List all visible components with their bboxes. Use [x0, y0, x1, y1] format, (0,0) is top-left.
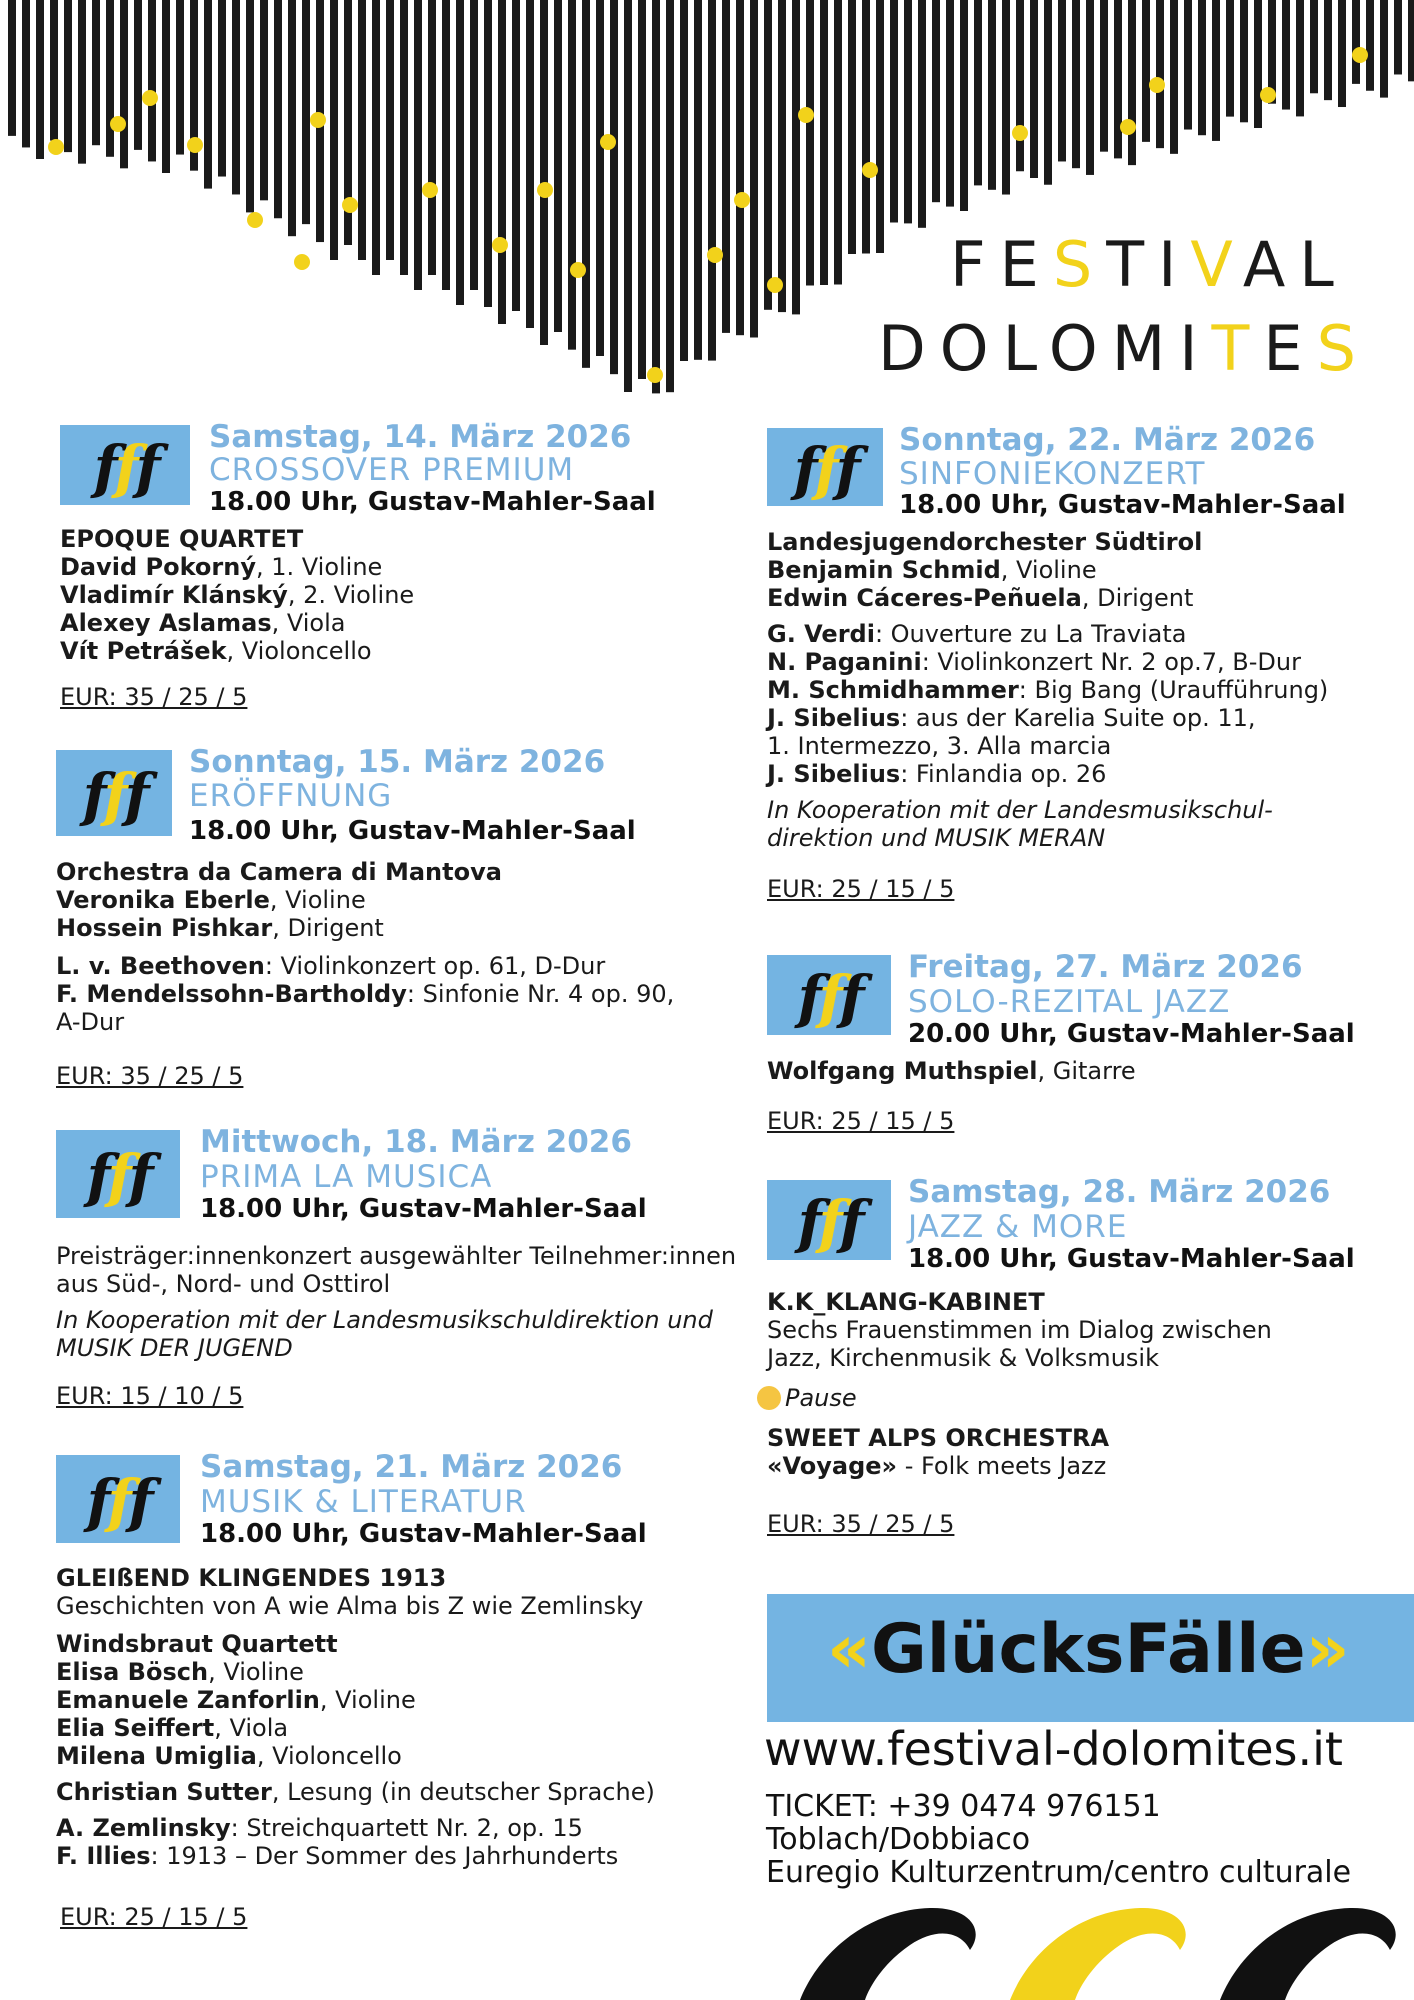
event-date: Sonntag, 15. März 2026	[189, 744, 606, 780]
performer-line: Vladimír Klánský, 2. Violine	[60, 581, 415, 609]
event-details	[56, 1242, 736, 1362]
deco-bar	[400, 0, 408, 275]
fff-logo-icon: fff	[767, 955, 891, 1035]
performer-line: David Pokorný, 1. Violine	[60, 553, 383, 581]
deco-bar	[554, 0, 562, 332]
deco-bar	[1240, 0, 1248, 122]
deco-bar	[1198, 0, 1206, 135]
fff-logo-icon: fff	[56, 750, 172, 836]
deco-bar	[176, 0, 184, 155]
ticket-price: EUR: 25 / 15 / 5	[767, 875, 955, 903]
brand-festival-text: FESTIVAL	[950, 228, 1348, 301]
deco-bar	[1002, 0, 1010, 195]
program-line: N. Paganini: Violinkonzert Nr. 2 op.7, B-Dur	[767, 648, 1301, 676]
deco-bar	[1296, 0, 1304, 116]
fff-logo-icon: fff	[767, 1180, 891, 1260]
deco-bar	[960, 0, 968, 211]
event-title: SINFONIEKONZERT	[899, 456, 1206, 492]
deco-dot	[862, 162, 878, 178]
deco-dot	[142, 90, 158, 106]
deco-bar	[1184, 0, 1192, 130]
event-card-7	[767, 1174, 1407, 1550]
ensemble-name: SWEET ALPS ORCHESTRA	[767, 1424, 1110, 1452]
deco-bar	[36, 0, 44, 159]
deco-bar	[1016, 0, 1024, 171]
deco-bar	[708, 0, 716, 361]
deco-bar	[64, 0, 72, 152]
description-line: Preisträger:innenkonzert ausgewählter Teilnehmer:innen	[56, 1242, 737, 1270]
deco-bar	[1324, 0, 1332, 100]
program-line: F. Mendelssohn-Bartholdy: Sinfonie Nr. 4 op. 90,	[56, 980, 675, 1008]
ticket-price: EUR: 25 / 15 / 5	[60, 1903, 248, 1931]
deco-bar	[918, 0, 926, 228]
deco-bar	[1254, 0, 1262, 128]
event-time: 18.00 Uhr, Gustav-Mahler-Saal	[200, 1194, 647, 1224]
event-card-3	[56, 1124, 737, 1420]
deco-bar	[8, 0, 16, 136]
website-link[interactable]: www.festival-dolomites.it	[764, 1722, 1343, 1776]
performer-line: Elia Seiffert, Viola	[56, 1714, 289, 1742]
event-details	[60, 525, 414, 665]
deco-dot	[647, 367, 663, 383]
deco-bar	[778, 0, 786, 312]
large-fff-logo-icon	[760, 1890, 1414, 2000]
deco-bar	[680, 0, 688, 361]
event-details	[56, 1564, 655, 1870]
deco-bar	[1338, 0, 1346, 107]
deco-bar	[834, 0, 842, 285]
deco-bar	[666, 0, 674, 392]
event-time: 20.00 Uhr, Gustav-Mahler-Saal	[908, 1019, 1355, 1049]
event-title: PRIMA LA MUSICA	[200, 1159, 493, 1195]
banner-title: «GlücksFälle»	[827, 1610, 1350, 1689]
deco-bar	[610, 0, 618, 374]
deco-dot	[1012, 125, 1028, 141]
deco-bar	[134, 0, 142, 150]
deco-bar	[148, 0, 156, 161]
deco-bar	[428, 0, 436, 275]
deco-bar	[246, 0, 254, 212]
event-title: CROSSOVER PREMIUM	[209, 452, 575, 488]
deco-bar	[526, 0, 534, 328]
fff-logo-icon: fff	[60, 425, 190, 505]
program-line: J. Sibelius: aus der Karelia Suite op. 11,	[767, 704, 1256, 732]
event-date: Samstag, 28. März 2026	[908, 1174, 1331, 1210]
deco-dot	[600, 134, 616, 150]
program-line: A-Dur	[56, 1008, 125, 1036]
event-title: MUSIK & LITERATUR	[200, 1484, 527, 1520]
brand-festival	[950, 228, 1348, 301]
deco-bar	[974, 0, 982, 185]
deco-bar	[498, 0, 506, 324]
event-time: 18.00 Uhr, Gustav-Mahler-Saal	[899, 490, 1346, 520]
performer-line: Vít Petrášek, Violoncello	[60, 637, 372, 665]
fff-logo-icon: fff	[56, 1130, 180, 1218]
pause-dot-icon	[757, 1386, 781, 1410]
deco-bar	[890, 0, 898, 223]
deco-bar	[414, 0, 422, 290]
event-card-6	[767, 949, 1407, 1135]
performer-line: Orchestra da Camera di Mantova	[56, 858, 502, 886]
program-line: L. v. Beethoven: Violinkonzert op. 61, D-Dur	[56, 952, 606, 980]
performer-line: Landesjugendorchester Südtirol	[767, 528, 1203, 556]
deco-bar	[1310, 0, 1318, 93]
event-details	[767, 1057, 1136, 1085]
deco-bar	[904, 0, 912, 223]
deco-bar	[1072, 0, 1080, 168]
ticket-price: EUR: 35 / 25 / 5	[60, 683, 248, 711]
deco-bar	[764, 0, 772, 310]
deco-dot	[247, 212, 263, 228]
deco-bar	[106, 0, 114, 157]
performer-line: Windsbraut Quartett	[56, 1630, 338, 1658]
deco-bar	[876, 0, 884, 253]
contact-info	[766, 1790, 1351, 1889]
deco-bar	[932, 0, 940, 202]
deco-bar	[1030, 0, 1038, 178]
deco-bar	[722, 0, 730, 333]
deco-dot	[492, 237, 508, 253]
deco-bar	[596, 0, 604, 356]
deco-bar	[540, 0, 548, 345]
deco-bar	[848, 0, 856, 254]
event-card-5	[767, 422, 1407, 908]
event-details	[56, 858, 674, 1036]
deco-bar	[484, 0, 492, 307]
deco-dot	[342, 197, 358, 213]
performer-line: Wolfgang Muthspiel, Gitarre	[767, 1057, 1136, 1085]
performer-line: Emanuele Zanforlin, Violine	[56, 1686, 416, 1714]
location-venue: Euregio Kulturzentrum/centro culturale	[766, 1855, 1352, 1890]
program-line: F. Illies: 1913 – Der Sommer des Jahrhunderts	[56, 1842, 619, 1870]
deco-bar	[1170, 0, 1178, 154]
description-line: Sechs Frauenstimmen im Dialog zwischen	[767, 1316, 1272, 1344]
cooperation-line: In Kooperation mit der Landesmusikschul-	[767, 796, 1273, 824]
performer-line: Benjamin Schmid, Violine	[767, 556, 1097, 584]
deco-bar	[694, 0, 702, 360]
event-card-4	[56, 1449, 716, 1935]
program-line: G. Verdi: Ouverture zu La Traviata	[767, 620, 1187, 648]
deco-bar	[1352, 0, 1360, 84]
event-title: ERÖFFNUNG	[189, 778, 393, 814]
work-line: «Voyage» - Folk meets Jazz	[767, 1452, 1107, 1480]
glucksfaelle-banner	[767, 1594, 1414, 1722]
deco-bar	[582, 0, 590, 368]
brand-dolomites-text: DOLOMITES	[878, 312, 1370, 385]
deco-bar	[568, 0, 576, 350]
deco-dot	[1260, 87, 1276, 103]
performer-line: Veronika Eberle, Violine	[56, 886, 366, 914]
deco-bar	[638, 0, 646, 379]
deco-bar	[1142, 0, 1150, 142]
deco-bar	[1128, 0, 1136, 165]
deco-dot	[310, 112, 326, 128]
deco-bar	[372, 0, 380, 275]
deco-dot	[48, 139, 64, 155]
event-details	[767, 1288, 1272, 1480]
event-title: SOLO-REZITAL JAZZ	[908, 984, 1231, 1020]
deco-bar	[1408, 0, 1414, 81]
event-details	[767, 528, 1328, 852]
ticket-phone: TICKET: +39 0474 976151	[766, 1789, 1161, 1824]
performer-line: Edwin Cáceres-Peñuela, Dirigent	[767, 584, 1194, 612]
ticket-price: EUR: 15 / 10 / 5	[56, 1382, 244, 1410]
deco-bar	[862, 0, 870, 254]
deco-dot	[798, 107, 814, 123]
deco-dot	[1352, 47, 1368, 63]
deco-bar	[204, 0, 212, 189]
deco-bar	[92, 0, 100, 145]
deco-bar	[792, 0, 800, 314]
deco-dot	[734, 192, 750, 208]
deco-dot	[707, 247, 723, 263]
deco-dot	[1149, 77, 1165, 93]
deco-bar	[358, 0, 366, 260]
deco-bar	[330, 0, 338, 260]
deco-dot	[187, 137, 203, 153]
deco-bar	[162, 0, 170, 173]
ensemble-name: K.K_KLANG-KABINET	[767, 1288, 1045, 1316]
deco-bar	[218, 0, 226, 177]
deco-bar	[1226, 0, 1234, 117]
event-time: 18.00 Uhr, Gustav-Mahler-Saal	[200, 1519, 647, 1549]
deco-bar	[1156, 0, 1164, 148]
event-date: Freitag, 27. März 2026	[908, 949, 1303, 985]
deco-bar	[302, 0, 310, 224]
deco-bar	[946, 0, 954, 207]
performer-line: Alexey Aslamas, Viola	[60, 609, 346, 637]
deco-bar	[470, 0, 478, 290]
deco-bar	[78, 0, 86, 164]
deco-bar	[1366, 0, 1374, 91]
deco-bar	[652, 0, 660, 393]
deco-bar	[750, 0, 758, 338]
event-time: 18.00 Uhr, Gustav-Mahler-Saal	[908, 1244, 1355, 1274]
deco-bar	[288, 0, 296, 236]
ensemble-name: GLEIßEND KLINGENDES 1913	[56, 1564, 447, 1592]
description-line: aus Süd-, Nord- und Osttirol	[56, 1270, 391, 1298]
deco-bar	[1100, 0, 1108, 152]
event-date: Samstag, 14. März 2026	[209, 419, 632, 455]
deco-dot	[1120, 119, 1136, 135]
event-time: 18.00 Uhr, Gustav-Mahler-Saal	[209, 487, 656, 517]
event-time: 18.00 Uhr, Gustav-Mahler-Saal	[189, 816, 636, 846]
deco-dot	[294, 254, 310, 270]
program-line: M. Schmidhammer: Big Bang (Uraufführung)	[767, 676, 1329, 704]
event-date: Sonntag, 22. März 2026	[899, 422, 1316, 458]
deco-bar	[512, 0, 520, 311]
subtitle-line: Geschichten von A wie Alma bis Z wie Zemlinsky	[56, 1592, 644, 1620]
deco-bar	[260, 0, 268, 200]
program-line: J. Sibelius: Finlandia op. 26	[767, 760, 1107, 788]
brand-dolomites	[878, 312, 1370, 385]
event-card-2	[56, 744, 716, 1100]
deco-bar	[988, 0, 996, 190]
program-line: 1. Intermezzo, 3. Alla marcia	[767, 732, 1112, 760]
program-line: A. Zemlinsky: Streichquartett Nr. 2, op. 15	[56, 1814, 583, 1842]
location-city: Toblach/Dobbiaco	[766, 1822, 1031, 1857]
event-date: Mittwoch, 18. März 2026	[200, 1124, 632, 1160]
pause-line: Pause	[757, 1384, 1272, 1412]
reader-line: Christian Sutter, Lesung (in deutscher Sprache)	[56, 1778, 655, 1806]
ticket-price: EUR: 25 / 15 / 5	[767, 1107, 955, 1135]
description-line: Jazz, Kirchenmusik & Volksmusik	[767, 1344, 1159, 1372]
deco-bar	[1212, 0, 1220, 141]
cooperation-line: MUSIK DER JUGEND	[56, 1334, 293, 1362]
deco-bar	[120, 0, 128, 168]
deco-bar	[50, 0, 58, 141]
event-title: JAZZ & MORE	[908, 1209, 1128, 1245]
deco-dot	[110, 116, 126, 132]
performer-line: Milena Umiglia, Violoncello	[56, 1742, 402, 1770]
deco-bar	[1058, 0, 1066, 161]
ensemble-name: EPOQUE QUARTET	[60, 525, 304, 553]
fff-logo-icon: fff	[56, 1455, 180, 1543]
deco-bar	[1380, 0, 1388, 98]
deco-dot	[570, 262, 586, 278]
deco-bar	[456, 0, 464, 305]
deco-dot	[537, 182, 553, 198]
ticket-price: EUR: 35 / 25 / 5	[56, 1062, 244, 1090]
deco-bar	[1114, 0, 1122, 158]
cooperation-line: direktion und MUSIK MERAN	[767, 824, 1106, 852]
deco-bar	[1282, 0, 1290, 110]
deco-bar	[22, 0, 30, 147]
performer-line: Hossein Pishkar, Dirigent	[56, 914, 384, 942]
deco-dot	[767, 277, 783, 293]
event-date: Samstag, 21. März 2026	[200, 1449, 623, 1485]
deco-bar	[1086, 0, 1094, 175]
deco-bar	[442, 0, 450, 290]
deco-bar	[232, 0, 240, 194]
deco-bar	[806, 0, 814, 286]
deco-bar	[820, 0, 828, 285]
performer-line: Elisa Bösch, Violine	[56, 1658, 304, 1686]
deco-bar	[274, 0, 282, 218]
deco-bar	[1044, 0, 1052, 185]
fff-logo-icon: fff	[767, 428, 883, 506]
deco-bar	[624, 0, 632, 392]
cooperation-line: In Kooperation mit der Landesmusikschuldirektion und	[56, 1306, 713, 1334]
deco-bar	[1394, 0, 1402, 74]
ticket-price: EUR: 35 / 25 / 5	[767, 1510, 955, 1538]
deco-bar	[736, 0, 744, 335]
deco-dot	[422, 182, 438, 198]
event-card-1	[60, 419, 700, 725]
deco-bar	[386, 0, 394, 260]
